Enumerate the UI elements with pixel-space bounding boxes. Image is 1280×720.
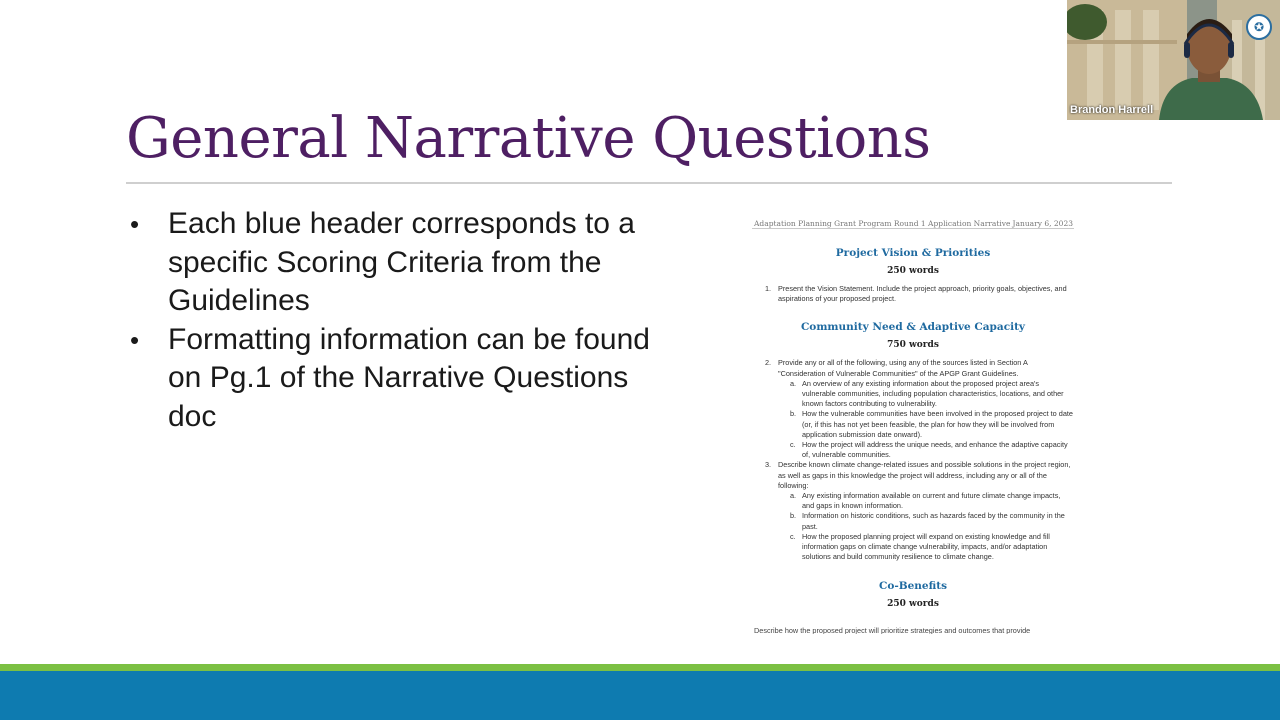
section-heading: Community Need & Adaptive Capacity bbox=[800, 321, 1026, 334]
bullet-dot-icon: • bbox=[130, 324, 140, 355]
bullet-dot-icon: • bbox=[130, 209, 140, 239]
bullet-text: Each blue header corresponds to a specific Scoring Criteria from the Guidelines bbox=[168, 207, 635, 317]
document-header bbox=[752, 216, 1074, 229]
bullet-list bbox=[130, 205, 650, 436]
participant-video-tile[interactable] bbox=[1067, 0, 1280, 120]
participant-name: Brandon Harrell bbox=[1070, 104, 1154, 116]
word-count: 250 words bbox=[887, 599, 939, 610]
question-subitem: c. How the project will address the unique needs, and enhance the adaptive capacity of, vulnerable communities. bbox=[790, 440, 1068, 460]
question-subitem: a. Any existing information available on current and future climate change impacts, and gaps in known information. bbox=[790, 491, 1061, 511]
bullet-item bbox=[130, 205, 650, 321]
word-count: 750 words bbox=[887, 340, 939, 351]
question-subitem: b. Information on historic conditions, such as hazards faced by the community in the past. bbox=[790, 511, 1065, 531]
slide-title: General Narrative Questions bbox=[126, 106, 931, 171]
question-item: 3. Describe known climate change-related issues and possible solutions in the project region, as well as gaps in this knowledge the project will address, including any or all of the following: bbox=[765, 460, 1071, 490]
footer-bar bbox=[0, 671, 1280, 720]
word-count: 250 words bbox=[887, 266, 939, 276]
question-subitem: b. How the vulnerable communities have been involved in the proposed project to date (or, if this has not yet been feasible, the plan for how they will be involved from application submission date onward). bbox=[790, 409, 1073, 439]
section-heading: Co-Benefits bbox=[879, 580, 947, 593]
question-subitem: c. How the proposed planning project will expand on existing knowledge and fill information gaps on climate change vulnerability, impacts, and/or adaptation solutions and build community resilience to climate change. bbox=[790, 531, 1050, 562]
question-item: 1. Present the Vision Statement. Include the project approach, priority goals, objectives, and aspirations of your proposed project. bbox=[765, 284, 1067, 304]
document-preview bbox=[752, 216, 1074, 634]
document-header-date: January 6, 2023 bbox=[1012, 219, 1073, 228]
document-header-title: Adaptation Planning Grant Program Round 1 Application Narrative bbox=[754, 219, 1011, 228]
state-seal-icon: ✪ bbox=[1246, 14, 1272, 40]
bullet-text: Formatting information can be found on Pg.1 of the Narrative Questions doc bbox=[168, 322, 650, 433]
footer-accent-bar bbox=[0, 664, 1280, 671]
bullet-item bbox=[130, 321, 650, 437]
question-item: 2. Provide any or all of the following, using any of the sources listed in Section A "Consideration of Vulnerable Communities" of the APGP Grant Guidelines. bbox=[765, 358, 1028, 378]
title-divider bbox=[126, 182, 1172, 184]
cut-off-text: Describe how the proposed project will prioritize strategies and outcomes that provide bbox=[754, 626, 1031, 634]
question-subitem: a. An overview of any existing information about the proposed project area's vulnerable communities, including population characteristics, locations, and other known factors contributing to vulnerability. bbox=[790, 378, 1064, 409]
section-heading: Project Vision & Priorities bbox=[835, 247, 991, 259]
